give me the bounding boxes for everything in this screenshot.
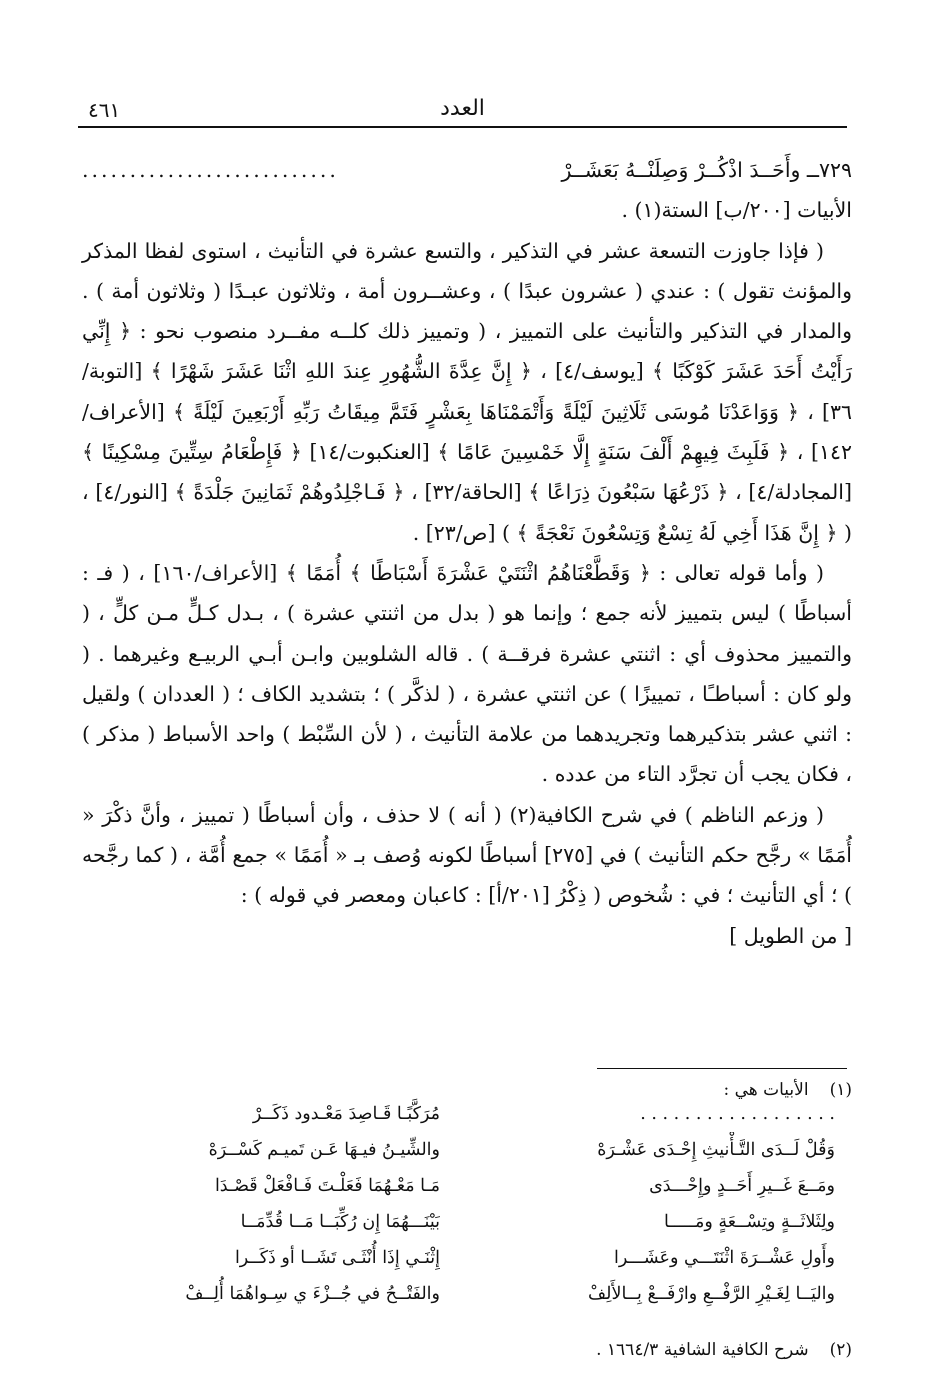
paragraph-verses-note: الأبيات [٢٠٠/ب] الستة(١) .	[621, 198, 852, 223]
footnote-poem	[130, 1096, 835, 1312]
poem-row	[130, 1096, 835, 1132]
poem-hemistich-first: واليَــا لِغَـيْرِ الرَّفْــعِ وارْفَــعْ بِــالأَلِفْ	[588, 1284, 835, 1304]
poem-hemistich-second: والفَتْــحُ في جُــزْءَ ي سِـواهُمَا أُلِــفْ	[185, 1284, 440, 1304]
footnote-2	[82, 1340, 852, 1360]
verse-ellipsis: ...........................	[82, 158, 339, 182]
paragraph-nazim-claim: ( وزعم الناظم ) في شرح الكافية(٢) ( أنه ) لا حذف ، وأن أسباطًا ( تمييز ، وأنَّ ذكْرَ « أُمَمًا » رجَّح حكم التأنيث ) في [٢٧٥] أسباطًا لكونه وُصف بـ « أُمَمًا » جمع أُمَّة ، ( كما رجَّحه ) ؛ أي التأنيث ؛ في : شُخوص ( ذِكْرُ [٢٠١/أ] : كاعبان ومعصر في قوله ) :	[82, 802, 852, 908]
poem-hemistich-first: ولِثَلاثَــةٍ وتِسْــعَةٍ ومَـــــا	[664, 1212, 835, 1232]
poem-hemistich-second: والشِّيـنُ فيـهَا عَـن تَميـم كَسْــرَهْ	[208, 1140, 440, 1160]
poem-hemistich-first: وأَولِ عَشْــرَةَ اثْنَتَـــي وعَشَـــرا	[614, 1248, 835, 1268]
poem-hemistich-second: مَـا مَعْـهُمَا فَعَلْـتَ فَـافْعَلْ قَصْـدَا	[214, 1176, 440, 1196]
footnote-2-text: شرح الكافية الشافية ١٦٦٤/٣ .	[596, 1340, 809, 1360]
verse-text: ٧٢٩ــ وأَحَــدَ اذْكُــرْ وَصِلَنْــهُ بَعَشَــرْ	[561, 158, 852, 182]
poem-hemistich-second: بَيْنَـــهُمَا إِن رُكِّبَــا مَــا قُدِّمَــا	[240, 1212, 440, 1232]
footnote-separator	[597, 1068, 847, 1069]
footnote-1-text: الأبيات هي :	[723, 1080, 809, 1100]
footnote-2-number: (٢)	[829, 1340, 852, 1360]
poem-row	[130, 1240, 835, 1276]
poem-hemistich-first: . . . . . . . . . . . . . . . . . .	[640, 1104, 835, 1124]
page-number: ٤٦١	[88, 98, 121, 122]
poem-row	[130, 1204, 835, 1240]
verse-line	[82, 150, 852, 190]
poem-row	[130, 1132, 835, 1168]
poem-hemistich-second: إِثْنَـي إِذَا أُنْثَـى تَشَــا أو ذَكَــرا	[234, 1248, 440, 1268]
paragraph-twenty-plus: ( فإذا جاوزت التسعة عشر في التذكير ، والتسع عشرة في التأنيث ، استوى لفظا المذكر والمؤنث تقول ) : عندي ( عشرون عبدًا ) ، وعشــرون أمة ، وثلاثون عبـدًا ( وثلاثون أمة ) . والمدار في التذكير والتأنيث على التمييز ، ( وتمييز ذلك كلــه مفــرد منصوب نحو : ﴿ إِنِّي رَأَيْتُ أَحَدَ عَشَرَ كَوْكَبًا ﴾ [يوسف/٤] ، ﴿ إِنَّ عِدَّةَ الشُّهُورِ عِندَ اللهِ اثْنَا عَشَرَ شَهْرًا ﴾ [التوبة/٣٦] ، ﴿ وَوَاعَدْنَا مُوسَى ثَلَاثِينَ لَيْلَةً وَأَتْمَمْنَاهَا بِعَشْرٍ فَتَمَّ مِيقَاتُ رَبِّهِ أَرْبَعِينَ لَيْلَةً ﴾ [الأعراف/١٤٢] ، ﴿ فَلَبِثَ فِيهِمْ أَلْفَ سَنَةٍ إِلَّا خَمْسِينَ عَامًا ﴾ [العنكبوت/١٤] ﴿ فَإِطْعَامُ سِتِّينَ مِسْكِينًا ﴾ [المجادلة/٤] ، ﴿ ذَرْعُهَا سَبْعُونَ ذِرَاعًا ﴾ [الحاقة/٣٢] ، ﴿ فَـاجْلِدُوهُمْ ثَمَانِينَ جَلْدَةً ﴾ [النور/٤] ، ( ﴿ إِنَّ هَذَا أَخِي لَهُ تِسْعٌ وَتِسْعُونَ نَعْجَةً ﴾ ) [ص/٢٣] .	[82, 238, 853, 545]
poem-hemistich-second: مُرَكَّبًـا قَـاصِدَ مَعْـدود ذَكَــرْ	[252, 1104, 440, 1124]
meter-label: [ من الطويل ]	[729, 923, 852, 948]
poem-hemistich-first: وَقُلْ لَــدَى التَّـأْنيثِ إِحْـدَى عَشْـرَهْ	[597, 1140, 835, 1160]
main-text	[82, 150, 852, 956]
page-header	[78, 96, 847, 128]
poem-hemistich-first: ومَــعَ غَــيرِ أَحَــدٍ وإِحْـــدَى	[649, 1176, 835, 1196]
running-title: العدد	[440, 96, 485, 121]
poem-row	[130, 1276, 835, 1312]
paragraph-asbat: ( وأما قوله تعالى : ﴿ وَقَطَّعْنَاهُمُ اثْنَتَيْ عَشْرَةَ أَسْبَاطًا ﴾ أُمَمًا ﴾ [الأعراف/١٦٠] ، ( فـ : أسباطًا ) ليس بتمييز لأنه جمع ؛ وإنما هو ( بدل من اثنتي عشرة ) ، بـدل كـلٍّ مـن كلٍّ ، ( والتمييز محذوف أي : اثنتي عشرة فرقــة ) . قاله الشلوبين وابـن أبـي الربيـع وغيرهما . ( ولو كان : أسباطـًا ، تمييزًا ) عن اثنتي عشرة ، ( لذكَّر ) ؛ بتشديد الكاف ؛ ( العددان ) ولقيل : اثني عشر بتذكيرهما وتجريدهما من علامة التأنيث ، ( لأن السِّبْط ) واحد الأسباط ( مذكر ) ، فكان يجب أن تجرَّد التاء من عدده .	[82, 560, 852, 787]
footnote-1-number: (١)	[829, 1080, 852, 1100]
poem-row	[130, 1168, 835, 1204]
